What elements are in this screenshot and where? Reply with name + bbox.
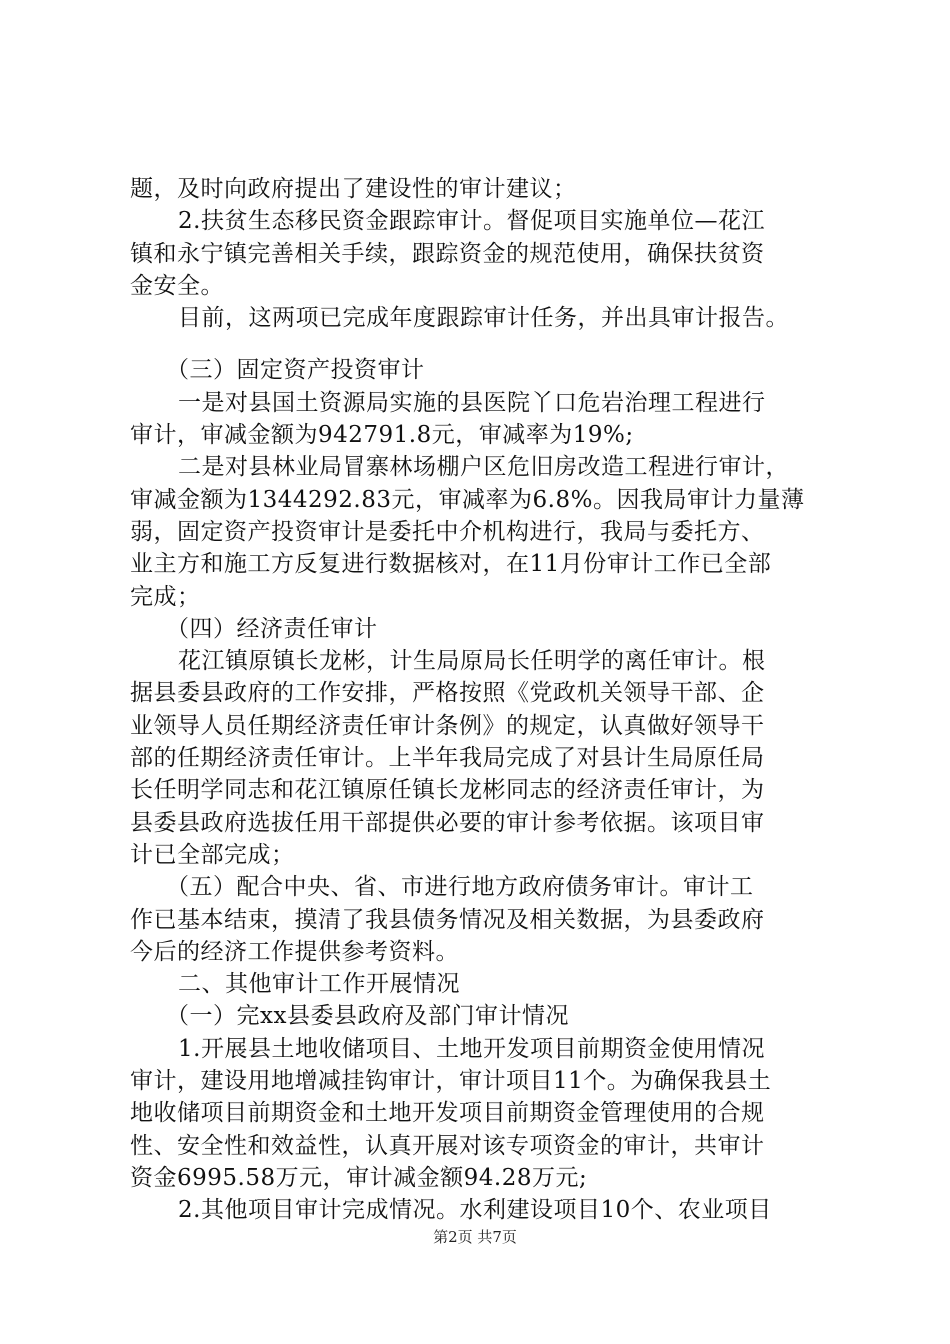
paragraph-gap [130,334,850,354]
text-line: 2.其他项目审计完成情况。水利建设项目10个、农业项目 [178,1197,772,1224]
text-line: 2.扶贫生态移民资金跟踪审计。督促项目实施单位—花江 [178,208,765,235]
text-line: 花江镇原镇长龙彬，计生局原局长任明学的离任审计。根 [178,648,766,675]
text-line: 二、其他审计工作开展情况 [178,971,460,998]
text-line: （一）完xx县委县政府及部门审计情况 [166,1003,569,1030]
document-body [130,173,850,1227]
text-line: 一是对县国土资源局实施的县医院丫口危岩治理工程进行 [178,389,766,416]
text-line: 长任明学同志和花江镇原任镇长龙彬同志的经济责任审计，为 [130,777,765,804]
text-line: 完成； [130,583,201,610]
text-line: 地收储项目前期资金和土地开发项目前期资金管理使用的合规 [130,1100,765,1127]
text-line: 金安全。 [130,272,224,299]
text-line: 审计，建设用地增减挂钩审计，审计项目11个。为确保我县土 [130,1068,772,1095]
text-line: 1.开展县土地收储项目、土地开发项目前期资金使用情况 [178,1035,765,1062]
text-line: 业主方和施工方反复进行数据核对，在11月份审计工作已全部 [130,551,772,578]
text-line: 弱，固定资产投资审计是委托中介机构进行，我局与委托方、 [130,518,765,545]
text-line: 今后的经济工作提供参考资料。 [130,938,459,965]
text-line: 据县委县政府的工作安排，严格按照《党政机关领导干部、企 [130,680,765,707]
text-line: （四）经济责任审计 [166,615,378,642]
text-line: 作已基本结束，摸清了我县债务情况及相关数据，为县委政府 [130,906,765,933]
text-line: 业领导人员任期经济责任审计条例》的规定，认真做好领导干 [130,712,765,739]
text-line: 性、安全性和效益性，认真开展对该专项资金的审计，共审计 [130,1132,765,1159]
page-footer: 第2页 共7页 [433,1228,517,1246]
text-line: 县委县政府选拔任用干部提供必要的审计参考依据。该项目审 [130,809,765,836]
text-line: 资金6995.58万元，审计减金额94.28万元; [130,1164,588,1191]
text-line: 审减金额为1344292.83元，审减率为6.8%。因我局审计力量薄 [130,486,805,513]
text-line: 目前，这两项已完成年度跟踪审计任务，并出具审计报告。 [178,305,789,332]
text-line: 部的任期经济责任审计。上半年我局完成了对县计生局原任局 [130,745,765,772]
text-line: 审计，审减金额为942791.8元，审减率为19%; [130,422,634,449]
text-line: 镇和永宁镇完善相关手续，跟踪资金的规范使用，确保扶贫资 [130,240,765,267]
text-line: 计已全部完成； [130,841,295,868]
text-line: （五）配合中央、省、市进行地方政府债务审计。审计工 [166,874,754,901]
text-line: 题，及时向政府提出了建设性的审计建议； [130,176,577,202]
text-line: （三）固定资产投资审计 [166,357,425,384]
text-line: 二是对县林业局冒寨林场棚户区危旧房改造工程进行审计， [178,454,789,481]
